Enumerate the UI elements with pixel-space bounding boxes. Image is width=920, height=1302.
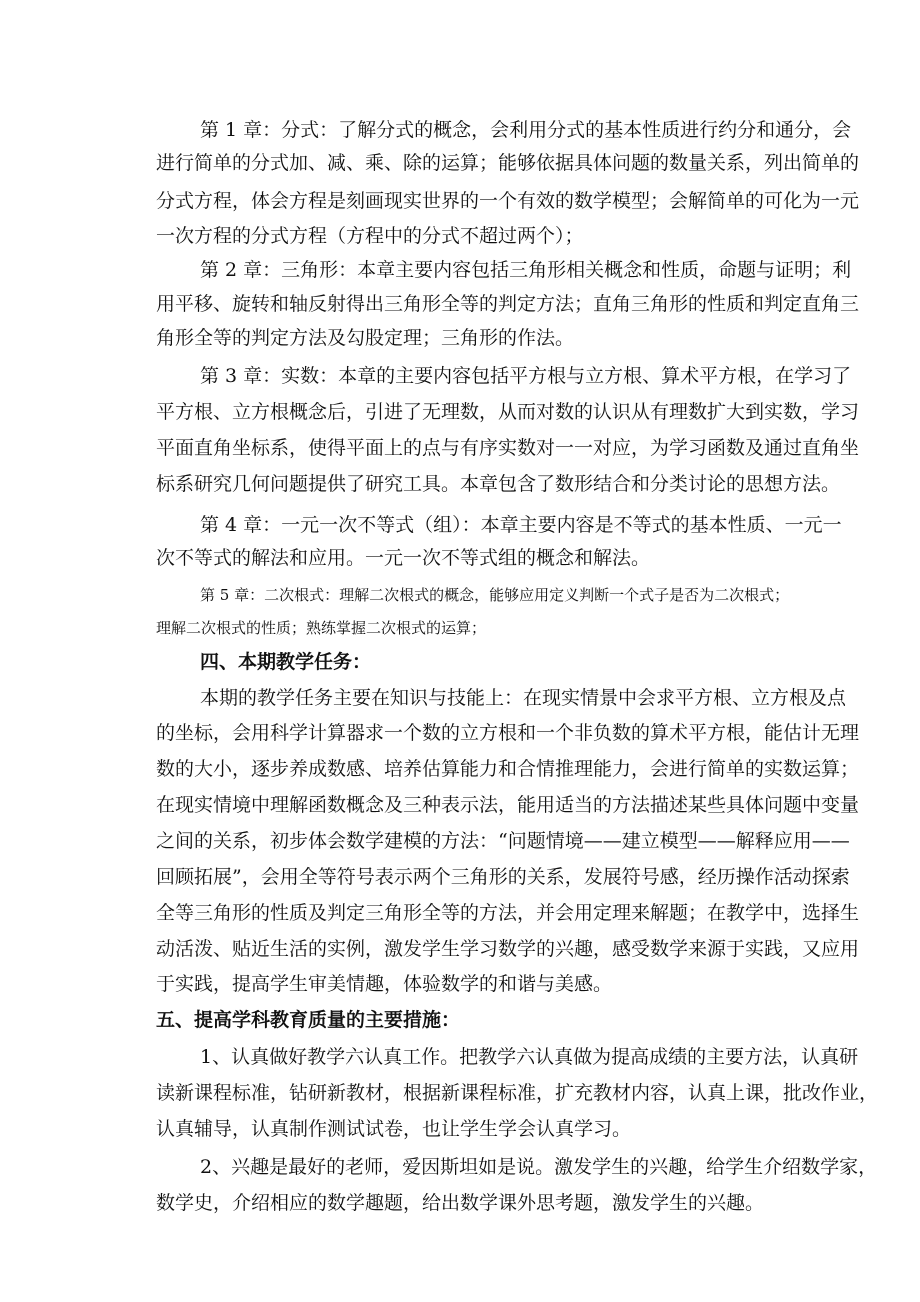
section-4-line: 之间的关系，初步体会数学建模的方法：“问题情境——建立模型——解释应用—— (156, 830, 850, 852)
chapter-1-line: 进行简单的分式加、减、乘、除的运算；能够依据具体问题的数量关系，列出简单的 (156, 152, 860, 174)
section-4-line: 动活泼、贴近生活的实例，激发学生学习数学的兴趣，感受数学来源于实践，又应用 (156, 938, 860, 960)
section-5-item-line: 读新课程标准，钻研新教材，根据新课程标准，扩充教材内容，认真上课，批改作业， (156, 1082, 879, 1104)
section-5-item-line: 1、认真做好教学六认真工作。把教学六认真做为提高成绩的主要方法，认真研 (200, 1046, 859, 1068)
section-4-line: 本期的教学任务主要在知识与技能上：在现实情景中会求平方根、立方根及点 (200, 687, 847, 709)
chapter-4-line: 第 4 章：一元一次不等式（组）：本章主要内容是不等式的基本性质、一元一 (200, 514, 842, 536)
section-4-line: 的坐标，会用科学计算器求一个数的立方根和一个非负数的算术平方根，能估计无理 (156, 722, 860, 744)
chapter-2-line: 用平移、旋转和轴反射得出三角形全等的判定方法；直角三角形的性质和判定直角三 (156, 293, 860, 315)
chapter-1-line: 第 1 章：分式：了解分式的概念，会利用分式的基本性质进行约分和通分，会 (200, 119, 852, 141)
chapter-5-line: 第 5 章：二次根式：理解二次根式的概念，能够应用定义判断一个式子是否为二次根式； (200, 586, 790, 604)
chapter-2-line: 角形全等的判定方法及勾股定理；三角形的作法。 (156, 327, 575, 349)
section-4-line: 全等三角形的性质及判定三角形全等的方法，并会用定理来解题；在教学中，选择生 (156, 902, 860, 924)
chapter-1-line: 分式方程，体会方程是刻画现实世界的一个有效的数学模型；会解简单的可化为一元 (156, 190, 860, 212)
chapter-3-line: 平面直角坐标系，使得平面上的点与有序实数对一一对应，为学习函数及通过直角坐 (156, 437, 860, 459)
section-4-line: 于实践，提高学生审美情趣，体验数学的和谐与美感。 (156, 973, 613, 995)
section-5-item-line: 2、兴趣是最好的老师，爱因斯坦如是说。激发学生的兴趣，给学生介绍数学家， (200, 1156, 878, 1178)
chapter-5-line: 理解二次根式的性质；熟练掌握二次根式的运算； (156, 619, 487, 637)
section-5-item-line: 认真辅导，认真制作测试试卷，也让学生学会认真学习。 (156, 1118, 632, 1140)
chapter-1-line: 一次方程的分式方程（方程中的分式不超过两个）； (156, 225, 584, 247)
section-4-line: 在现实情境中理解函数概念及三种表示法，能用适当的方法描述某些具体问题中变量 (156, 794, 860, 816)
section-5-heading: 五、提高学科教育质量的主要措施： (156, 1009, 461, 1031)
chapter-3-line: 平方根、立方根概念后，引进了无理数，从而对数的认识从有理数扩大到实数，学习 (156, 401, 860, 423)
section-4-line: 回顾拓展”，会用全等符号表示两个三角形的关系，发展符号感，经历操作活动探索 (156, 866, 850, 888)
section-4-line: 数的大小，逐步养成数感、培养估算能力和合情推理能力，会进行简单的实数运算； (156, 758, 860, 780)
chapter-3-line: 第 3 章：实数：本章的主要内容包括平方根与立方根、算术平方根，在学习了 (200, 365, 852, 387)
chapter-4-line: 次不等式的解法和应用。一元一次不等式组的概念和解法。 (156, 547, 651, 569)
chapter-2-line: 第 2 章：三角形：本章主要内容包括三角形相关概念和性质，命题与证明；利 (200, 259, 852, 281)
chapter-3-line: 标系研究几何问题提供了研究工具。本章包含了数形结合和分类讨论的思想方法。 (156, 473, 841, 495)
section-5-item-line: 数学史，介绍相应的数学趣题，给出数学课外思考题，激发学生的兴趣。 (156, 1192, 765, 1214)
section-4-heading: 四、本期教学任务： (200, 651, 372, 673)
